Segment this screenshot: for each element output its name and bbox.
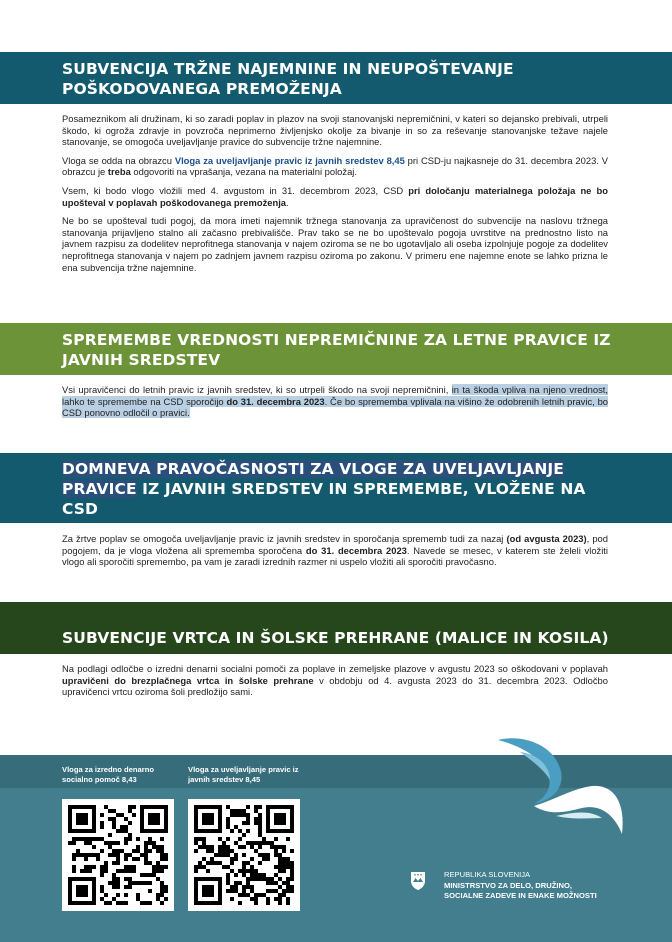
section1-body (62, 113, 608, 280)
ministry-line-1: REPUBLIKA SLOVENIJA (444, 870, 531, 879)
section2-body (62, 384, 608, 426)
qr1-label: Vloga za izredno denarno socialno pomoč 8,43 (62, 765, 154, 784)
qr-code-icon[interactable] (62, 799, 174, 911)
section1-paragraph-3: Vsem, ki bodo vlogo vložili med 4. avgustom in 31. decembrom 2023, CSD pri določanju materialnega položaja ne bo upošteval v poplavah poškodovanega premoženja. (62, 184, 609, 208)
qr-code-pattern-2 (194, 805, 294, 905)
qr-code-icon[interactable] (188, 799, 300, 911)
coat-of-arms-icon (410, 871, 426, 891)
hands-logo-icon (494, 734, 628, 846)
section4-paragraph-1: Na podlagi odločbe o izredni denarni socialni pomoči za poplave in zemeljske plazove v avgustu 2023 so oškodovani v poplavah upravičeni do brezplačnega vrtca in šolske prehrane v obdobju od 4. avgusta 2023 do 31. decembra 2023. Odločbo upravičenci vrtcu oziroma šoli predložijo sami. (62, 663, 608, 698)
section1-header (0, 52, 672, 104)
section3-title: DOMNEVA PRAVOČASNOSTI ZA VLOGE ZA UVELJAVLJANJE PRAVICE IZ JAVNIH SREDSTEV IN SPREMEMBE, VLOŽENE NA CSD DO 31. DECEMBRA 2023 (62, 460, 586, 538)
ministry-block (444, 870, 597, 902)
section2-header (0, 323, 672, 375)
section3-paragraph-1: Za žrtve poplav se omogoča uveljavljanje pravic iz javnih sredstev in sporočanja sprememb tudi za nazaj (od avgusta 2023), pod pogojem, da je vloga vložena ali sprememba sporočena do 31. decembra 2023. Navede se mesec, v katerem ste želeli vložiti vlogo ali sporočiti spremembo, pa vam je zaradi izrednih razmer ni uspelo vložiti ali sporočiti pravočasno. (62, 533, 608, 568)
section1-paragraph-2: Vloga se odda na obrazcu Vloga za uveljavljanje pravic iz javnih sredstev 8,45 pri CSD-ju najkasneje do 31. decembra 2023. V obrazcu je treba odgovoriti na vprašanja, vezana na materialni položaj. (62, 154, 609, 178)
section1-title: SUBVENCIJA TRŽNE NAJEMNINE IN NEUPOŠTEVANJE POŠKODOVANEGA PREMOŽENJA (62, 60, 514, 98)
qr2-label: Vloga za uveljavljanje pravic iz javnih sredstev 8,45 (188, 765, 299, 784)
section1-paragraph-1: Posameznikom ali družinam, ki so zaradi poplav in plazov na svoji stanovanjski nepremičnini, v kateri so dejansko prebivali, utrpeli škodo, ki ogroža zdravje in povzroča neprimerno življenjsko okolje za bivanje in so za reševanje stanovanjske težave najele stanovanje, se omogoča uveljavljanje pravice do subvencije tržne najemnine. (62, 113, 608, 148)
section1-paragraph-4: Ne bo se upošteval tudi pogoj, da mora imeti najemnik tržnega stanovanja za upravičenost do subvencije na naslovu tržnega stanovanja prijavljeno stalno ali začasno prebivališče. Prav tako se ne bo upoštevalo pogoja uvrstitve na prednostno listo na javnem razpisu za dodelitev neprofitnega stanovanja v najem oziroma se ne bo ugotavljalo ali oseba izpolnjuje pogoje za dodelitev neprofitnega stanovanja v najem po zadnjem javnem razpisu oziroma po zakonu. V primeru ene najemne enote se lahko prizna le ena subvencija tržne najemnine. (62, 215, 608, 273)
section3-header (0, 453, 672, 538)
section2-title: SPREMEMBE VREDNOSTI NEPREMIČNINE ZA LETNE PRAVICE IZ JAVNIH SREDSTEV (62, 331, 611, 369)
ministry-line-3: SOCIALNE ZADEVE IN ENAKE MOŽNOSTI (444, 891, 597, 900)
qr-code-pattern-1 (68, 805, 168, 905)
section4-title: SUBVENCIJE VRTCA IN ŠOLSKE PREHRANE (MALICE IN KOSILA) (62, 629, 609, 647)
section4-header (0, 602, 672, 654)
section4-body (62, 663, 608, 705)
section3-body (62, 533, 608, 575)
section2-paragraph-1: Vsi upravičenci do letnih pravic iz javnih sredstev, ki so utrpeli škodo na svoji nepremičnini, in ta škoda vpliva na njeno vrednost, lahko te spremembe na CSD sporočijo do 31. decembra 2023. Če bo sprememba vplivala na višino že odobrenih letnih pravic, bo CSD ponovno odločil o pravici. (62, 384, 608, 419)
ministry-line-2: MINISTRSTVO ZA DELO, DRUŽINO, (444, 880, 572, 890)
form-link-8-45[interactable]: Vloga za uveljavljanje pravic iz javnih sredstev 8,45 (174, 154, 405, 166)
